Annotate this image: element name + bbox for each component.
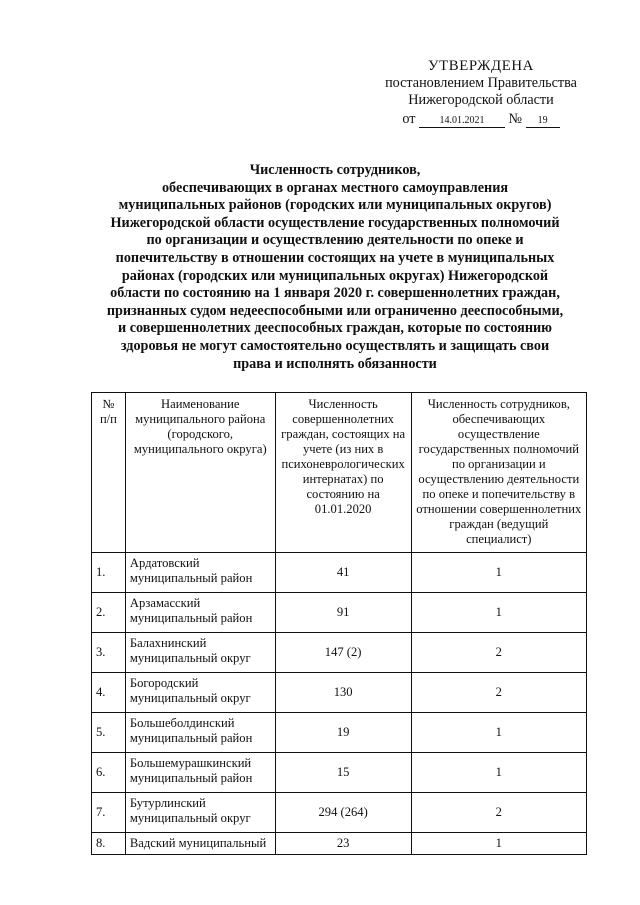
district-name: Ардатовский муниципальный район [125,553,275,593]
approval-line-1: постановлением Правительства [385,75,577,91]
staff-count: 2 [411,673,586,713]
title-line: обеспечивающих в органах местного самоуправления [161,179,509,196]
title-line: признанных судом недееспособными или ограниченно дееспособными, [106,302,564,319]
approval-line-2: Нижегородской области [408,92,554,108]
column-header-number: № п/п [92,393,126,553]
approval-heading: УТВЕРЖДЕНА [428,58,534,74]
staff-count: 1 [411,593,586,633]
title-line: Численность сотрудников, [249,162,421,178]
table-row [92,833,587,855]
citizens-count: 130 [275,673,411,713]
approval-number: 19 [526,115,560,128]
row-number: 7. [92,793,126,833]
row-number: 6. [92,753,126,793]
row-number: 8. [92,833,126,855]
district-name: Арзамасский муниципальный район [125,593,275,633]
title-line: права и исполнять обязанности [233,355,437,372]
table-row [92,633,587,673]
staff-count: 2 [411,793,586,833]
table-row [92,753,587,793]
citizens-count: 19 [275,713,411,753]
document-title [92,162,578,373]
table-header-row [92,393,587,553]
district-name: Бутурлинский муниципальный округ [125,793,275,833]
title-line: попечительству в отношении состоящих на учете в муниципальных [115,249,555,266]
row-number: 4. [92,673,126,713]
citizens-count: 147 (2) [275,633,411,673]
from-label: от [402,111,416,127]
title-line: здоровья не могут самостоятельно осуществлять и защищать свои [120,337,550,354]
district-name: Большемурашкинский муниципальный район [125,753,275,793]
column-header-citizens: Численность совершеннолетних граждан, состоящих на учете (из них в психоневрологических интернатах) по состоянию на 01.01.2020 [275,393,411,553]
district-name: Большеболдинский муниципальный район [125,713,275,753]
district-name: Богородский муниципальный округ [125,673,275,713]
table-row [92,593,587,633]
citizens-count: 41 [275,553,411,593]
citizens-count: 15 [275,753,411,793]
title-line: муниципальных районов (городских или муниципальных округов) [118,197,552,214]
title-line: области по состоянию на 1 января 2020 г. совершеннолетних граждан, [110,285,560,302]
column-header-name: Наименование муниципального района (городского, муниципального округа) [125,393,275,553]
title-line: и совершеннолетних дееспособных граждан, которые по состоянию [117,320,553,337]
staff-count: 2 [411,633,586,673]
table-row [92,713,587,753]
title-line: по организации и осуществлению деятельности по опеке и [146,232,524,249]
citizens-count: 23 [275,833,411,855]
table-row [92,673,587,713]
column-header-staff: Численность сотрудников, обеспечивающих осуществление государственных полномочий по организации и осуществлению деятельности по опеке и попечительству в отношении совершеннолетних граждан (ведущий специалист) [411,393,586,553]
district-name: Балахнинский муниципальный округ [125,633,275,673]
citizens-count: 91 [275,593,411,633]
table-row [92,553,587,593]
staff-count: 1 [411,713,586,753]
approval-date-row [370,111,592,128]
table-row [92,793,587,833]
row-number: 1. [92,553,126,593]
row-number: 5. [92,713,126,753]
row-number: 2. [92,593,126,633]
staff-count: 1 [411,553,586,593]
staff-count: 1 [411,753,586,793]
district-name: Вадский муниципальный [125,833,275,855]
title-line: районах (городских или муниципальных округах) Нижегородской [121,267,549,284]
row-number: 3. [92,633,126,673]
title-line: Нижегородской области осуществление государственных полномочий [110,214,560,231]
approval-date: 14.01.2021 [419,115,505,128]
number-sign: № [508,111,523,127]
staff-count: 1 [411,833,586,855]
approval-block [370,58,592,128]
citizens-count: 294 (264) [275,793,411,833]
staffing-table [91,392,587,855]
